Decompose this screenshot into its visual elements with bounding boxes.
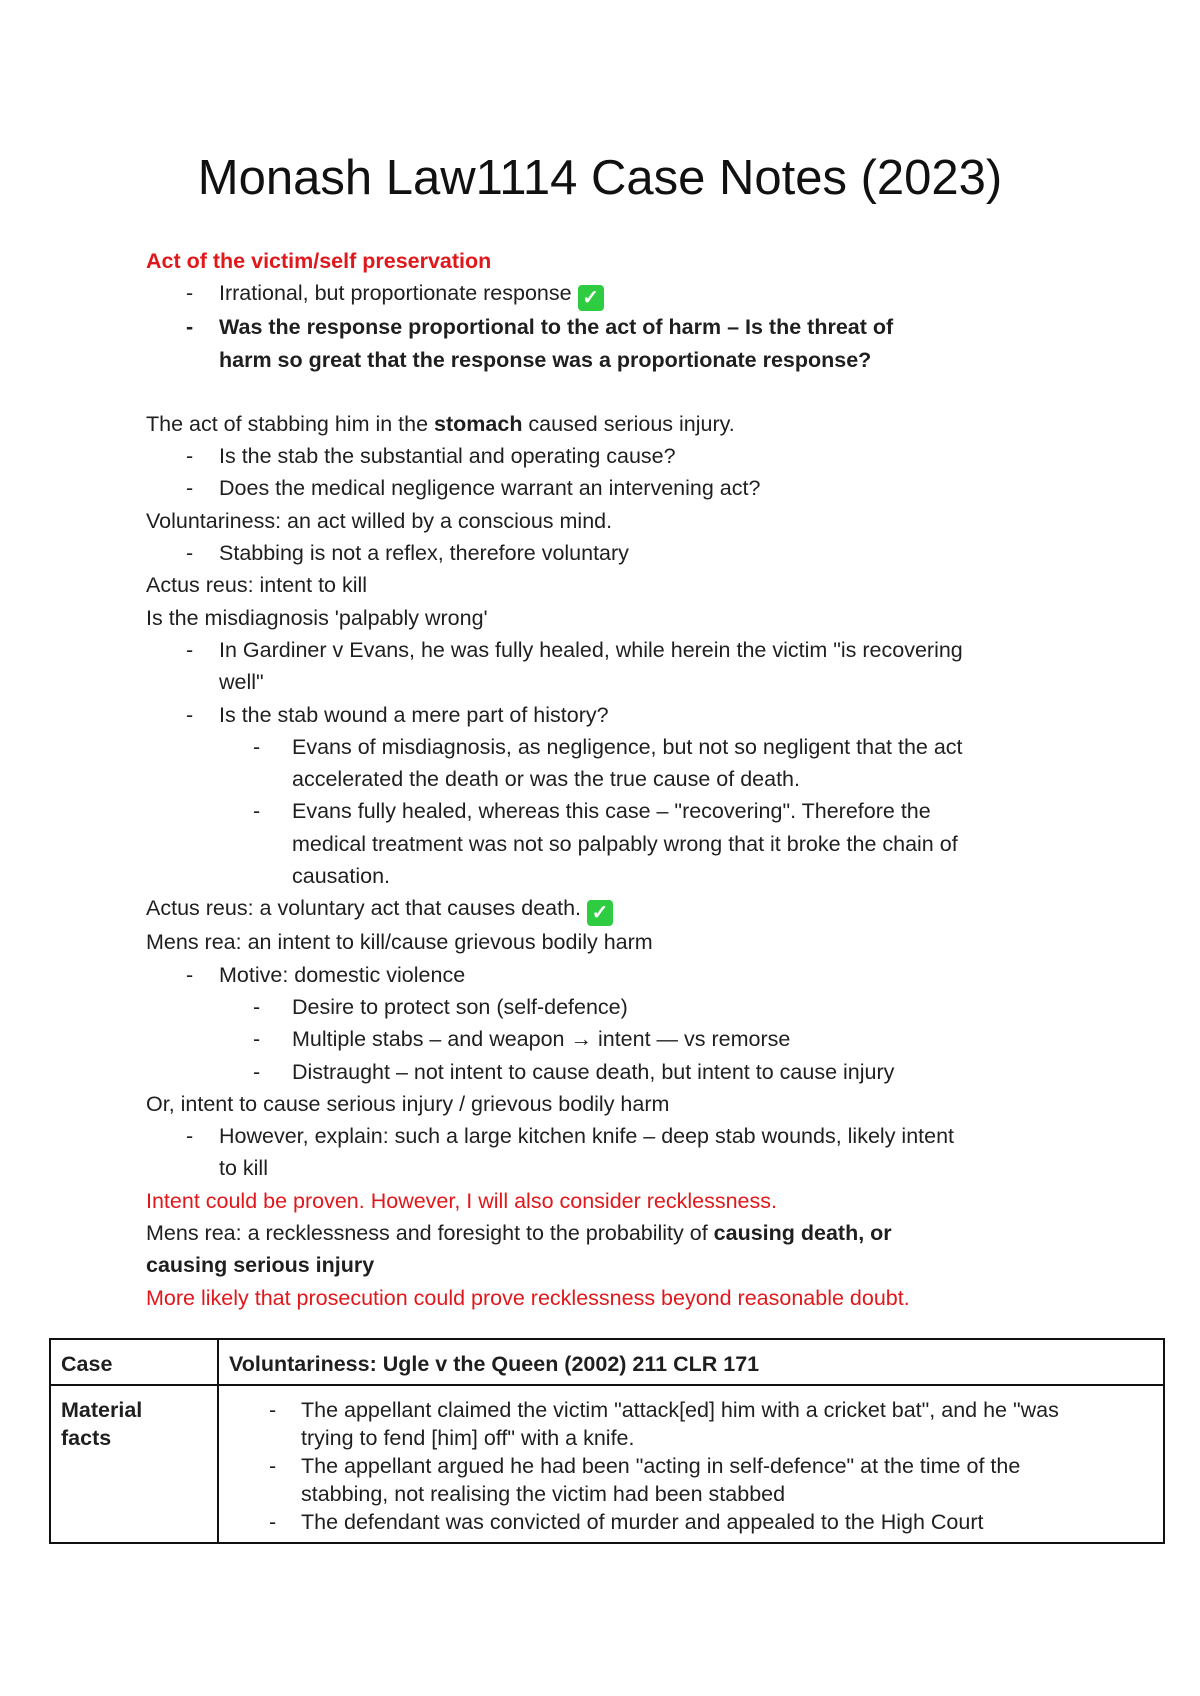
list-item: - In Gardiner v Evans, he was fully healed, while herein the victim "is recovering	[146, 634, 1066, 666]
list-item-continuation: accelerated the death or was the true cause of death.	[292, 767, 800, 792]
bullet-dash: -	[253, 734, 261, 759]
bullet-dash: -	[269, 1510, 277, 1534]
paragraph: Or, intent to cause serious injury / grievous bodily harm	[146, 1091, 670, 1116]
paragraph: The act of stabbing him in the stomach caused serious injury.	[146, 411, 735, 436]
list-item: - Multiple stabs – and weapon → intent — vs remorse	[146, 1023, 1066, 1055]
check-icon: ✓	[587, 900, 613, 926]
list-item: - Distraught – not intent to cause death, but intent to cause injury	[146, 1056, 1066, 1088]
material-facts-label: Material facts	[50, 1385, 218, 1543]
bullet-dash: -	[186, 476, 194, 501]
paragraph: Mens rea: a recklessness and foresight to the probability of causing death, or	[146, 1221, 892, 1246]
list-item: - Was the response proportional to the act of harm – Is the threat of	[146, 311, 1066, 343]
bullet-dash: -	[269, 1398, 277, 1422]
list-item: - However, explain: such a large kitchen knife – deep stab wounds, likely intent	[146, 1120, 1066, 1152]
bullet-dash: -	[186, 1124, 194, 1149]
notes-body	[146, 245, 1066, 1314]
list-item: - The appellant argued he had been "acting in self-defence" at the time of the stabbing, not realising the victim had been stabbed	[269, 1454, 1021, 1506]
list-item: - The defendant was convicted of murder and appealed to the High Court	[269, 1510, 984, 1534]
bullet-dash: -	[186, 962, 194, 987]
list-item: - Stabbing is not a reflex, therefore voluntary	[146, 537, 1066, 569]
table-header-value: Voluntariness: Ugle v the Queen (2002) 211 CLR 171	[218, 1339, 1164, 1385]
paragraph-highlight: More likely that prosecution could prove recklessness beyond reasonable doubt.	[146, 1285, 910, 1310]
list-item: - Irrational, but proportionate response ✓	[146, 277, 1066, 311]
bullet-dash: -	[186, 444, 194, 469]
material-facts-cell	[218, 1385, 1164, 1543]
bullet-dash: -	[253, 1059, 261, 1084]
table-row	[50, 1339, 1164, 1385]
list-item-continuation: to kill	[219, 1156, 268, 1181]
paragraph-highlight: Intent could be proven. However, I will also consider recklessness.	[146, 1188, 777, 1213]
list-item: - Is the stab the substantial and operating cause?	[146, 440, 1066, 472]
list-item-continuation: well"	[219, 670, 264, 695]
list-item: - Evans of misdiagnosis, as negligence, but not so negligent that the act	[146, 731, 1066, 763]
list-item: - Is the stab wound a mere part of history?	[146, 699, 1066, 731]
bullet-dash: -	[186, 702, 194, 727]
paragraph: Voluntariness: an act willed by a conscious mind.	[146, 508, 613, 533]
section-heading-victim: Act of the victim/self preservation	[146, 249, 492, 273]
check-icon: ✓	[578, 285, 604, 311]
page-title: Monash Law1114 Case Notes (2023)	[197, 151, 1003, 205]
list-item: - Motive: domestic violence	[146, 959, 1066, 991]
table-row	[50, 1385, 1164, 1543]
case-table	[49, 1338, 1165, 1544]
paragraph: Actus reus: intent to kill	[146, 573, 368, 598]
bullet-dash: -	[253, 799, 261, 824]
bullet-dash: -	[269, 1454, 277, 1478]
paragraph: Actus reus: a voluntary act that causes death. ✓	[146, 892, 1066, 926]
table-header-label: Case	[50, 1339, 218, 1385]
list-item-continuation: harm so great that the response was a proportionate response?	[219, 347, 872, 372]
list-item-continuation: medical treatment was not so palpably wrong that it broke the chain of	[292, 831, 958, 856]
bullet-dash: -	[253, 1027, 261, 1052]
bullet-dash: -	[186, 541, 194, 566]
bullet-dash: -	[186, 315, 194, 340]
list-item: - Desire to protect son (self-defence)	[146, 991, 1066, 1023]
list-item: - The appellant claimed the victim "attack[ed] him with a cricket bat", and he "was trying to fend [him] off" with a knife.	[269, 1398, 1059, 1450]
list-item: - Does the medical negligence warrant an intervening act?	[146, 472, 1066, 504]
paragraph: Is the misdiagnosis 'palpably wrong'	[146, 605, 488, 630]
paragraph: Mens rea: an intent to kill/cause grievous bodily harm	[146, 930, 653, 955]
list-item-continuation: causation.	[292, 864, 391, 889]
list-item: - Evans fully healed, whereas this case – "recovering". Therefore the	[146, 795, 1066, 827]
bullet-dash: -	[186, 281, 194, 306]
bullet-dash: -	[253, 994, 261, 1019]
spacer	[146, 376, 1066, 408]
bullet-dash: -	[186, 637, 194, 662]
paragraph-continuation: causing serious injury	[146, 1253, 375, 1278]
